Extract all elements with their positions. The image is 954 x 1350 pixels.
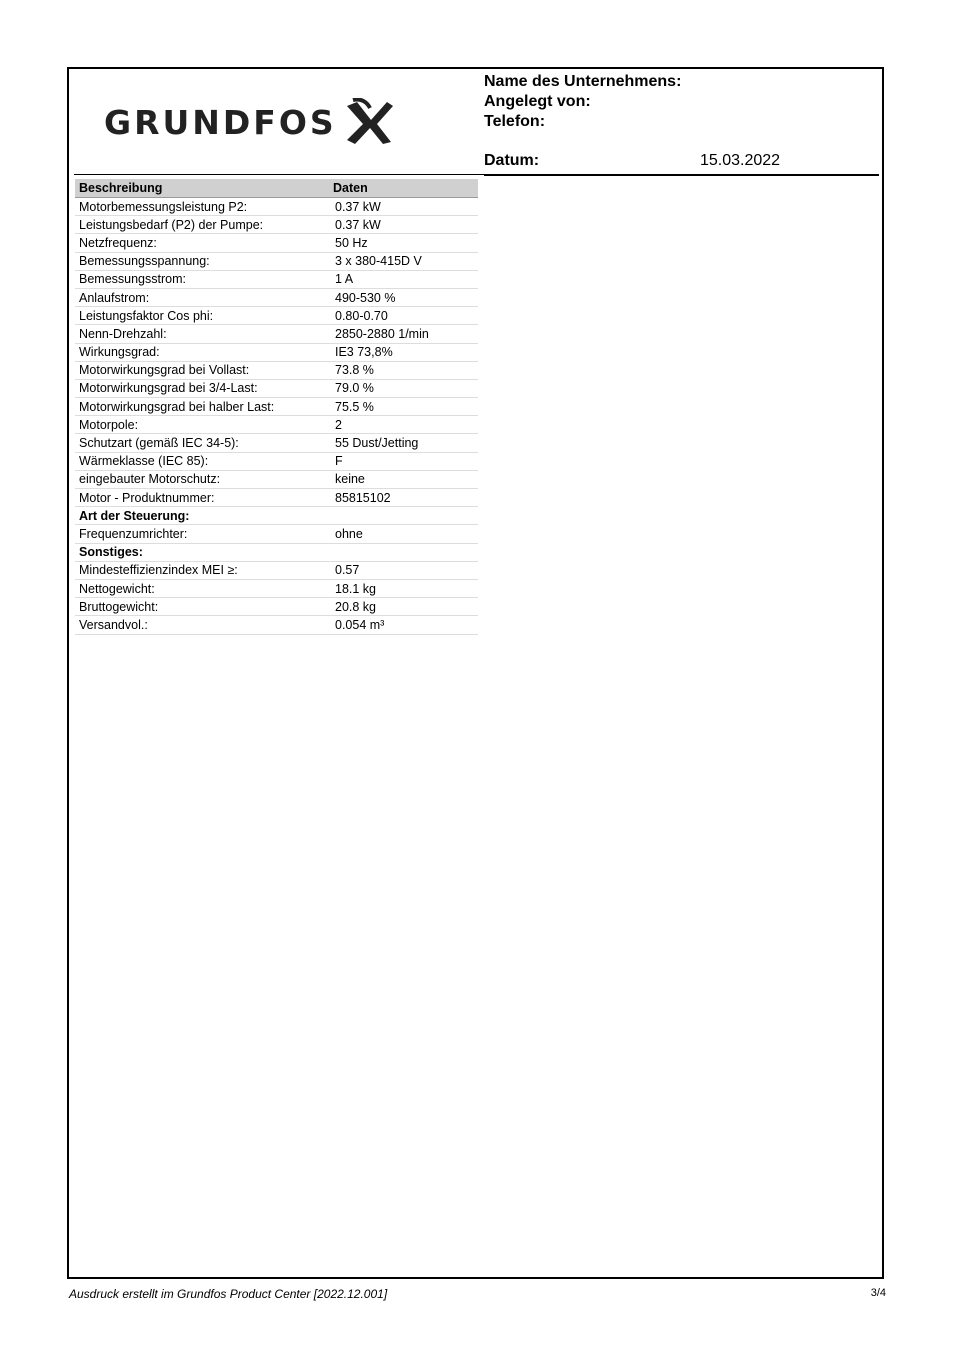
row-value: 75.5 % [329,398,478,416]
company-info [484,72,681,132]
row-value: ohne [329,525,478,543]
footer-printed-note: Ausdruck erstellt im Grundfos Product Center [2022.12.001] [69,1287,388,1301]
row-label: Nenn-Drehzahl: [75,325,329,343]
row-label: Bemessungsspannung: [75,252,329,270]
row-label: eingebauter Motorschutz: [75,470,329,488]
table-row [75,198,478,216]
row-label: Motorwirkungsgrad bei 3/4-Last: [75,379,329,397]
table-row [75,252,478,270]
row-value: 73.8 % [329,361,478,379]
col-data: Daten [329,179,478,198]
page-number: 3/4 [870,1287,886,1299]
section-empty-cell [329,507,478,525]
grundfos-logo [104,98,395,146]
row-label: Motorbemessungsleistung P2: [75,198,329,216]
row-label: Motorwirkungsgrad bei halber Last: [75,398,329,416]
row-label: Frequenzumrichter: [75,525,329,543]
row-value: 85815102 [329,489,478,507]
row-value: 50 Hz [329,234,478,252]
table-row [75,361,478,379]
row-value: 0.57 [329,561,478,579]
date-value: 15.03.2022 [700,152,781,169]
row-value: 490-530 % [329,288,478,306]
row-value: 1 A [329,270,478,288]
table-row [75,234,478,252]
table-row [75,452,478,470]
table-header-row [75,179,478,198]
section-row-misc [75,543,478,561]
row-value: 3 x 380-415D V [329,252,478,270]
row-value: 2850-2880 1/min [329,325,478,343]
row-value: 18.1 kg [329,579,478,597]
section-row-control [75,507,478,525]
phone-label: Telefon: [484,113,546,130]
row-label: Motorwirkungsgrad bei Vollast: [75,361,329,379]
table-row [75,379,478,397]
row-value: 2 [329,416,478,434]
row-label: Versandvol.: [75,616,329,634]
table-row [75,561,478,579]
table-row [75,616,478,634]
row-value: 55 Dust/Jetting [329,434,478,452]
row-value: 0.054 m³ [329,616,478,634]
table-row [75,525,478,543]
row-value: 0.37 kW [329,198,478,216]
table-row [75,216,478,234]
company-name-label: Name des Unternehmens: [484,73,682,90]
row-label: Wirkungsgrad: [75,343,329,361]
table-row [75,470,478,488]
created-by-label: Angelegt von: [484,93,591,110]
section-heading: Sonstiges: [75,543,329,561]
table-row [75,398,478,416]
table-row [75,307,478,325]
section-heading: Art der Steuerung: [75,507,329,525]
row-value: IE3 73,8% [329,343,478,361]
row-value: 0.80-0.70 [329,307,478,325]
row-label: Netzfrequenz: [75,234,329,252]
section-empty-cell [329,543,478,561]
table-row [75,598,478,616]
row-label: Motor - Produktnummer: [75,489,329,507]
table-row [75,343,478,361]
table-row [75,434,478,452]
spec-table-body [75,198,478,635]
row-label: Motorpole: [75,416,329,434]
row-label: Leistungsfaktor Cos phi: [75,307,329,325]
spec-table [75,179,478,635]
table-row [75,325,478,343]
table-row [75,489,478,507]
table-row [75,579,478,597]
row-value: 79.0 % [329,379,478,397]
row-value: 0.37 kW [329,216,478,234]
col-description: Beschreibung [75,179,329,198]
row-label: Wärmeklasse (IEC 85): [75,452,329,470]
row-value: 20.8 kg [329,598,478,616]
date-label: Datum: [484,152,540,169]
row-label: Bruttogewicht: [75,598,329,616]
row-label: Leistungsbedarf (P2) der Pumpe: [75,216,329,234]
row-label: Schutzart (gemäß IEC 34-5): [75,434,329,452]
row-value: F [329,452,478,470]
row-label: Mindesteffizienzindex MEI ≥: [75,561,329,579]
row-label: Nettogewicht: [75,579,329,597]
row-value: keine [329,470,478,488]
header-divider [484,174,879,176]
header-divider-left [74,174,484,175]
row-label: Anlaufstrom: [75,288,329,306]
grundfos-x-logo-icon [343,98,395,146]
logo-wordmark: GRUNDFOS [104,102,337,142]
table-row [75,288,478,306]
table-row [75,416,478,434]
row-label: Bemessungsstrom: [75,270,329,288]
table-row [75,270,478,288]
